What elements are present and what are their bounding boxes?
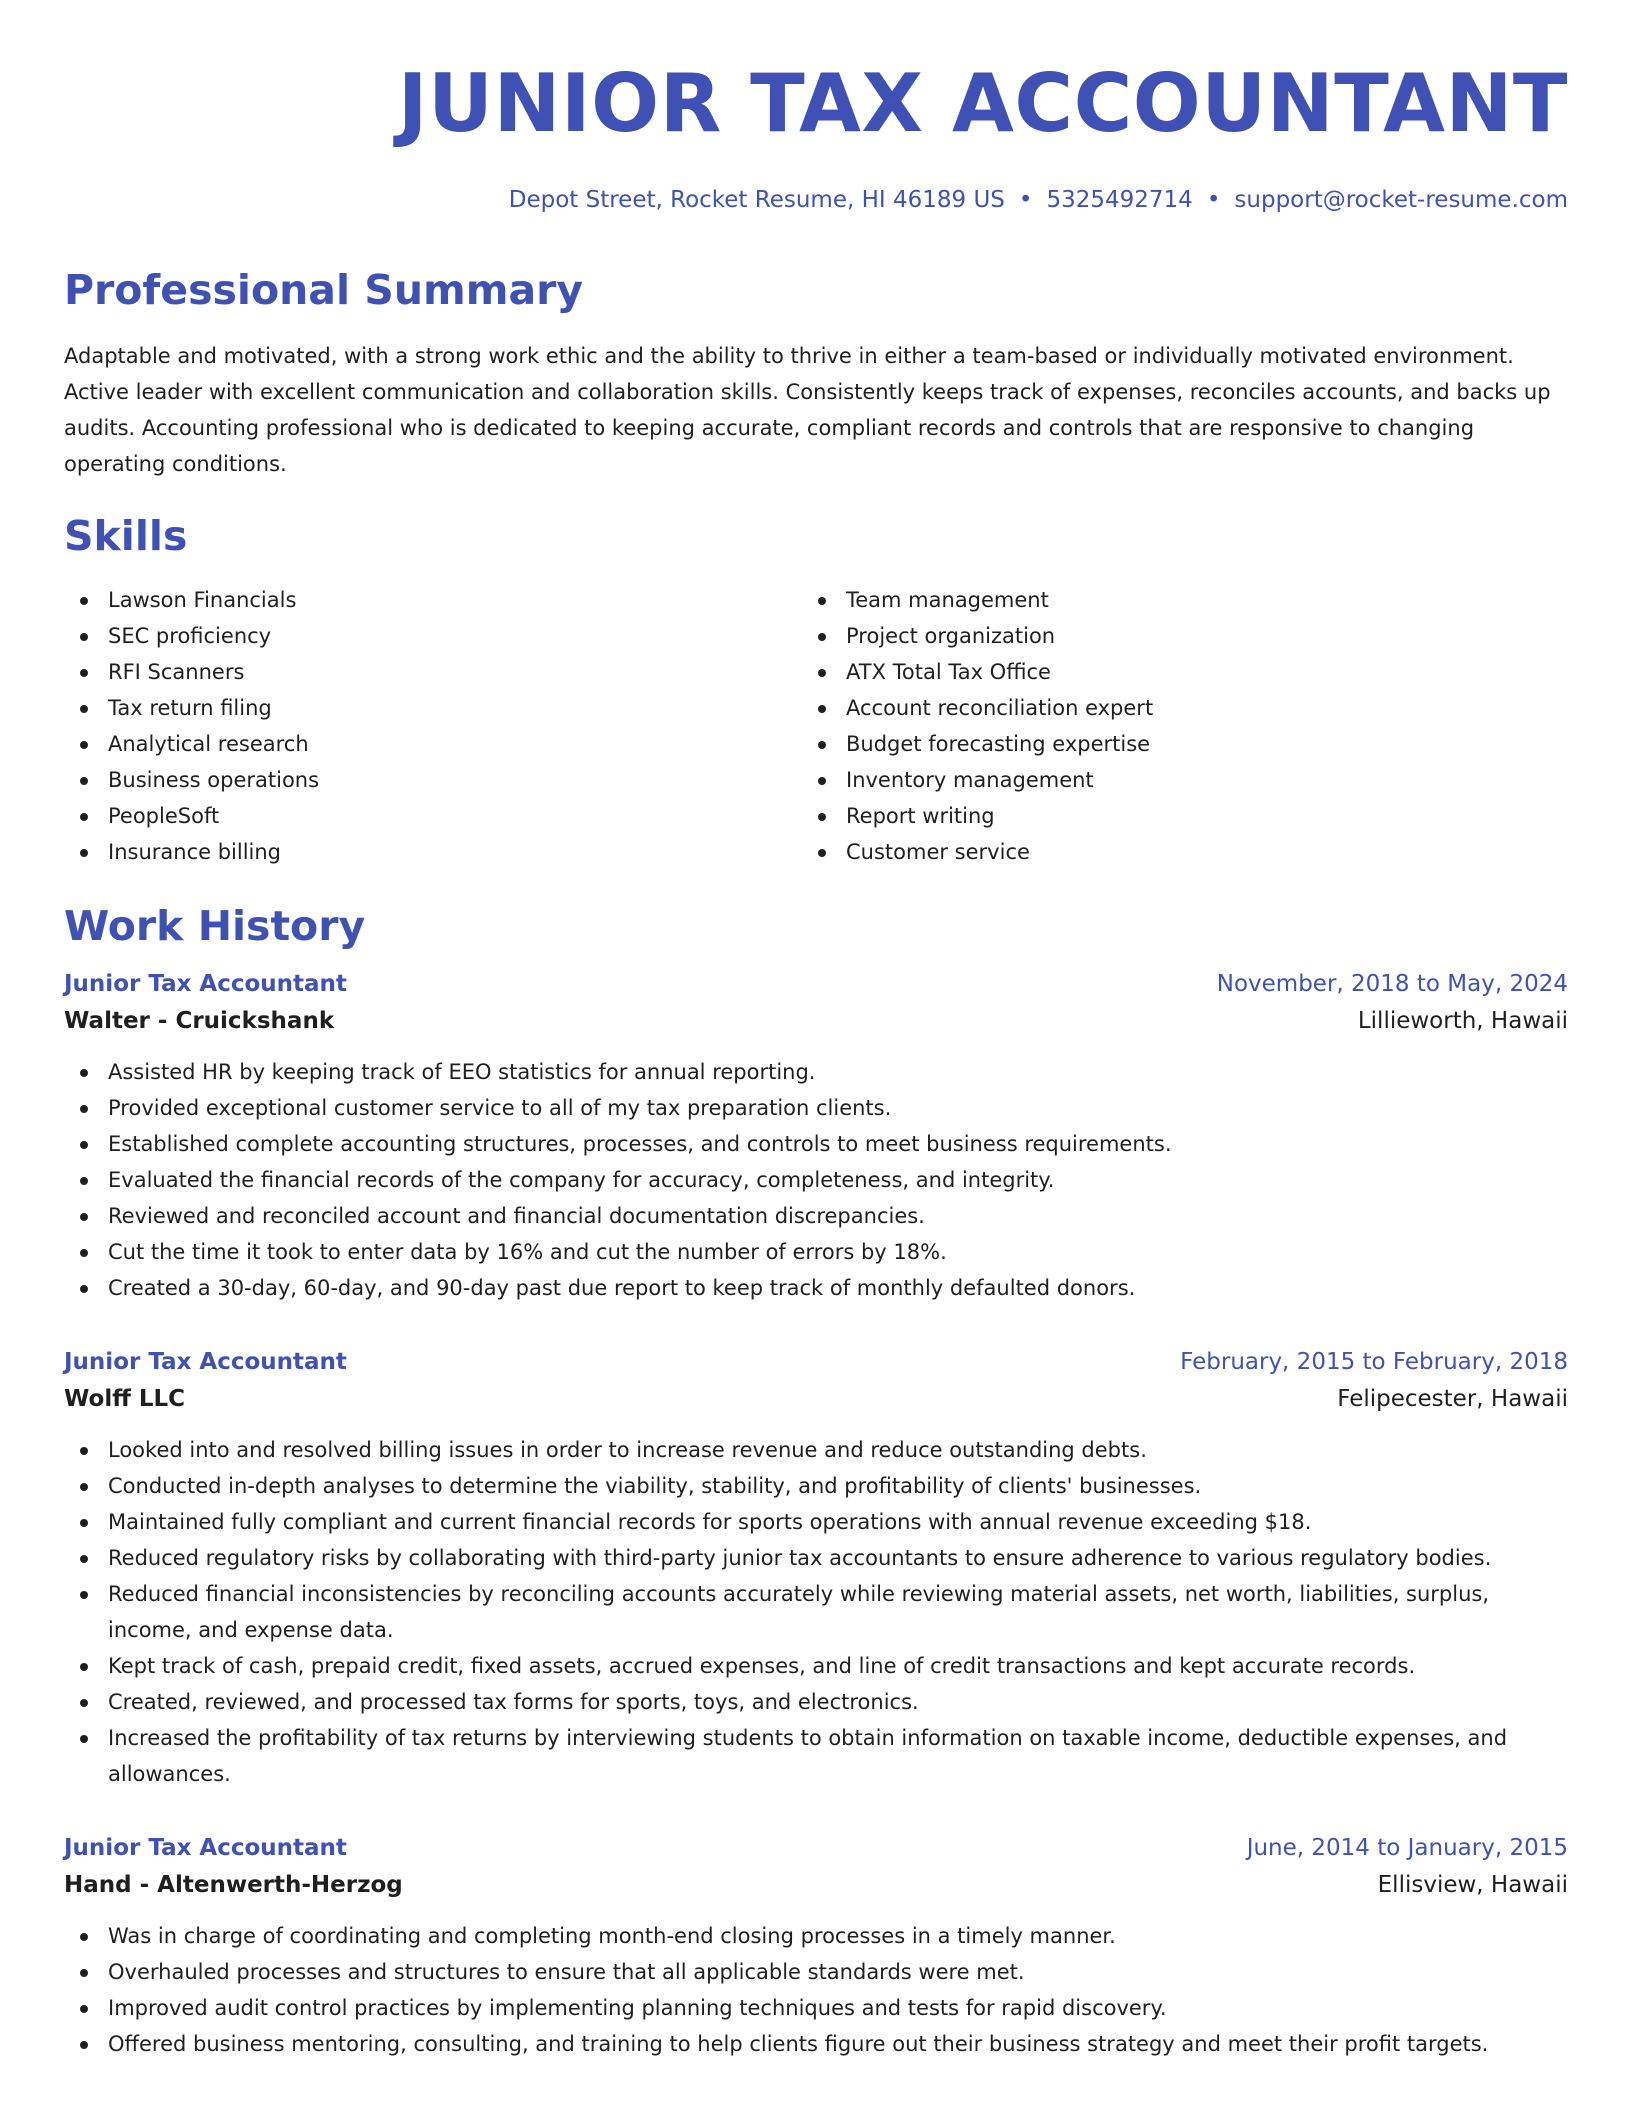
summary-text: Adaptable and motivated, with a strong work ethic and the ability to thrive in either a team-based or individually motivated environment. Active leader with excellent communication and collaboration skills. Consistently keeps track of expenses, reconciles accounts, and backs up audits. Accounting professional who is dedicated to keeping accurate, compliant records and controls that are responsive to changing operating conditions. <box>64 344 1551 476</box>
duty-item: Evaluated the financial records of the company for accuracy, completeness, and integrity. <box>64 1162 1568 1198</box>
duty-item: Cut the time it took to enter data by 16% and cut the number of errors by 18%. <box>64 1234 1568 1270</box>
job-duties <box>64 1918 1568 2062</box>
contact-separator: • <box>1206 187 1221 213</box>
job-location: Ellisview, Hawaii <box>1377 1872 1568 1898</box>
contact-address: Depot Street, Rocket Resume, HI 46189 US <box>508 187 1005 213</box>
skills-column-right <box>802 582 1540 870</box>
skill-item: Insurance billing <box>64 834 802 870</box>
job-employer-row <box>64 1002 1568 1040</box>
duty-item: Looked into and resolved billing issues in order to increase revenue and reduce outstanding debts. <box>64 1432 1568 1468</box>
contact-email[interactable]: support@rocket-resume.com <box>1234 187 1568 213</box>
duty-item: Reviewed and reconciled account and financial documentation discrepancies. <box>64 1198 1568 1234</box>
duty-item: Maintained fully compliant and current financial records for sports operations with annual revenue exceeding $18. <box>64 1504 1568 1540</box>
job-title: Junior Tax Accountant <box>64 1349 347 1375</box>
duty-item: Created, reviewed, and processed tax forms for sports, toys, and electronics. <box>64 1684 1568 1720</box>
duty-item: Provided exceptional customer service to all of my tax preparation clients. <box>64 1090 1568 1126</box>
duty-item: Was in charge of coordinating and completing month-end closing processes in a timely manner. <box>64 1918 1568 1954</box>
duty-item: Created a 30-day, 60-day, and 90-day past due report to keep track of monthly defaulted donors. <box>64 1270 1568 1306</box>
skills-column-left <box>64 582 802 870</box>
job-entry <box>64 966 1568 1306</box>
job-employer-row <box>64 1380 1568 1418</box>
job-dates: November, 2018 to May, 2024 <box>1216 971 1568 997</box>
job-employer-row <box>64 1866 1568 1904</box>
skills-heading: Skills <box>64 512 188 560</box>
skill-item: Customer service <box>802 834 1540 870</box>
skill-item: Analytical research <box>64 726 802 762</box>
summary-heading: Professional Summary <box>64 266 584 314</box>
skill-item: Lawson Financials <box>64 582 802 618</box>
job-company: Hand - Altenwerth-Herzog <box>64 1872 403 1898</box>
job-title: Junior Tax Accountant <box>64 971 347 997</box>
duty-item: Reduced regulatory risks by collaborating with third-party junior tax accountants to ensure adherence to various regulatory bodies. <box>64 1540 1568 1576</box>
duty-item: Reduced financial inconsistencies by reconciling accounts accurately while reviewing material assets, net worth, liabilities, surplus, income, and expense data. <box>64 1576 1568 1648</box>
duty-item: Conducted in-depth analyses to determine the viability, stability, and profitability of clients' businesses. <box>64 1468 1568 1504</box>
skill-item: ATX Total Tax Office <box>802 654 1540 690</box>
skill-item: RFI Scanners <box>64 654 802 690</box>
job-dates: June, 2014 to January, 2015 <box>1246 1835 1568 1861</box>
skill-item: Tax return filing <box>64 690 802 726</box>
duty-item: Kept track of cash, prepaid credit, fixed assets, accrued expenses, and line of credit transactions and kept accurate records. <box>64 1648 1568 1684</box>
job-dates: February, 2015 to February, 2018 <box>1180 1349 1568 1375</box>
skill-item: Inventory management <box>802 762 1540 798</box>
contact-phone: 5325492714 <box>1046 187 1193 213</box>
duty-item: Increased the profitability of tax returns by interviewing students to obtain information on taxable income, deductible expenses, and allowances. <box>64 1720 1568 1792</box>
duty-item: Established complete accounting structures, processes, and controls to meet business requirements. <box>64 1126 1568 1162</box>
job-duties <box>64 1432 1568 1792</box>
contact-separator: • <box>1018 187 1033 213</box>
job-title: Junior Tax Accountant <box>64 1835 347 1861</box>
duty-item: Assisted HR by keeping track of EEO statistics for annual reporting. <box>64 1054 1568 1090</box>
job-company: Walter - Cruickshank <box>64 1008 335 1034</box>
skill-item: Report writing <box>802 798 1540 834</box>
skill-item: Team management <box>802 582 1540 618</box>
skills-list <box>64 582 1568 870</box>
duty-item: Offered business mentoring, consulting, and training to help clients figure out their business strategy and meet their profit targets. <box>64 2026 1568 2062</box>
job-location: Lillieworth, Hawaii <box>1357 1008 1568 1034</box>
contact-line <box>64 184 1568 216</box>
work-history-heading: Work History <box>64 902 366 950</box>
candidate-name: JUNIOR TAX ACCOUNTANT <box>397 57 1568 150</box>
skill-item: Project organization <box>802 618 1540 654</box>
skill-item: SEC proficiency <box>64 618 802 654</box>
skill-item: Budget forecasting expertise <box>802 726 1540 762</box>
duty-item: Overhauled processes and structures to ensure that all applicable standards were met. <box>64 1954 1568 1990</box>
job-location: Felipecester, Hawaii <box>1337 1386 1568 1412</box>
job-entry <box>64 1344 1568 1792</box>
job-header <box>64 1830 1568 1866</box>
job-duties <box>64 1054 1568 1306</box>
skill-item: Account reconciliation expert <box>802 690 1540 726</box>
job-company: Wolff LLC <box>64 1386 186 1412</box>
skill-item: Business operations <box>64 762 802 798</box>
job-header <box>64 1344 1568 1380</box>
skill-item: PeopleSoft <box>64 798 802 834</box>
job-header <box>64 966 1568 1002</box>
duty-item: Improved audit control practices by implementing planning techniques and tests for rapid discovery. <box>64 1990 1568 2026</box>
job-entry <box>64 1830 1568 2062</box>
